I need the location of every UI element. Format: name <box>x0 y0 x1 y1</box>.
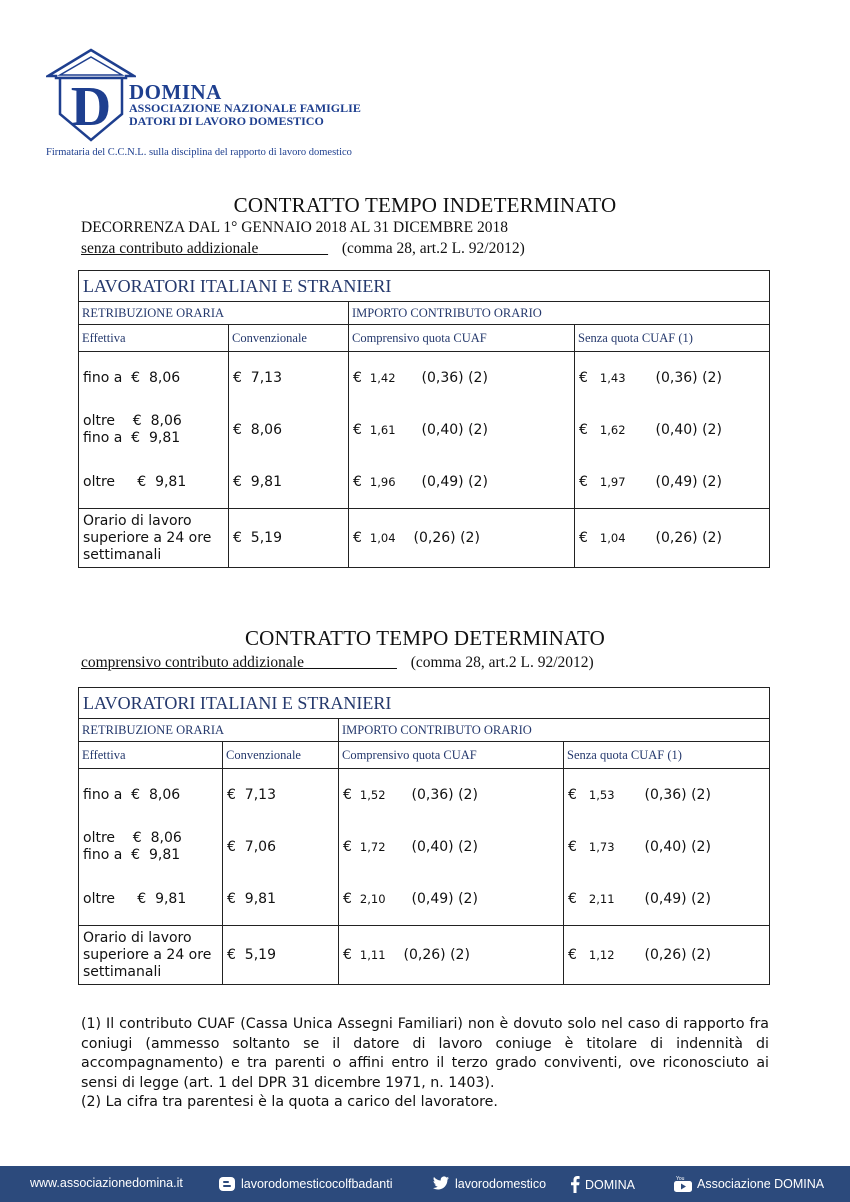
col-effettiva: Effettiva <box>79 325 229 352</box>
comprensivo-cell: € 1,52 (0,36) (2) € 1,72 (0,40) (2) € 2,10 (0,49) (2) <box>339 769 564 926</box>
table-row: fino a € 8,06 <box>83 369 181 386</box>
twitter-icon <box>432 1176 450 1191</box>
senza-cell: € 1,43 (0,36) (2) € 1,62 (0,40) (2) € 1,97 (0,49) (2) <box>575 352 770 509</box>
senza-cell: € 1,53 (0,36) (2) € 1,73 (0,40) (2) € 2,11 (0,49) (2) <box>564 769 770 926</box>
table-row-orario: Orario di lavoro superiore a 24 ore settimanali € 5,19 € 1,11 (0,26) (2) € 1,12 (0,26) (2) <box>79 926 770 985</box>
col-senza: Senza quota CUAF (1) <box>564 742 770 769</box>
table-group-header: LAVORATORI ITALIANI E STRANIERI <box>79 271 770 302</box>
importo-header: IMPORTO CONTRIBUTO ORARIO <box>339 719 770 742</box>
comprensivo-cell: € 1,42 (0,36) (2) € 1,61 (0,40) (2) € 1,96 (0,49) (2) <box>349 352 575 509</box>
effettiva-cell <box>79 769 223 926</box>
effettiva-cell <box>79 352 229 509</box>
col-comprensivo: Comprensivo quota CUAF <box>339 742 564 769</box>
brand-subtitle <box>129 102 361 128</box>
table-determinato <box>78 687 770 985</box>
retribuzione-header: RETRIBUZIONE ORARIA <box>79 302 349 325</box>
footer-twitter-link[interactable]: lavorodomestico <box>432 1176 546 1191</box>
orario-label: Orario di lavoro superiore a 24 ore settimanali <box>79 509 229 568</box>
brand-line-2: DATORI DI LAVORO DOMESTICO <box>129 114 324 128</box>
convenzionale-cell: € 7,13 € 7,06 € 9,81 <box>223 769 339 926</box>
section1-comma: (comma 28, art.2 L. 92/2012) <box>341 240 525 257</box>
brand-name: DOMINA <box>129 80 222 104</box>
table-indeterminato <box>78 270 770 568</box>
logo-letter: D <box>70 76 112 138</box>
section1-contributo: senza contributo addizionale <box>81 240 259 257</box>
table-row-group <box>79 352 770 509</box>
section1-contributo-line <box>81 240 525 258</box>
table-group-header: LAVORATORI ITALIANI E STRANIERI <box>79 688 770 719</box>
brand-tagline: Firmataria del C.C.N.L. sulla disciplina del rapporto di lavoro domestico <box>46 147 352 158</box>
importo-header: IMPORTO CONTRIBUTO ORARIO <box>349 302 770 325</box>
section2-title: CONTRATTO TEMPO DETERMINATO <box>244 626 606 650</box>
brand-line-1: ASSOCIAZIONE NAZIONALE FAMIGLIE <box>129 101 361 115</box>
footer-blog-link[interactable]: lavorodomesticocolfbadanti <box>218 1176 392 1192</box>
footer-bar <box>0 1166 850 1202</box>
footer-website-link[interactable]: www.associazionedomina.it <box>30 1176 183 1190</box>
table-row-group <box>79 769 770 926</box>
svg-text:You: You <box>676 1176 685 1182</box>
col-effettiva: Effettiva <box>79 742 223 769</box>
col-convenzionale: Convenzionale <box>229 325 349 352</box>
table-row: oltre € 8,06 fino a € 9,81 <box>83 830 182 863</box>
col-convenzionale: Convenzionale <box>223 742 339 769</box>
table-row: oltre € 9,81 <box>83 473 187 490</box>
col-comprensivo: Comprensivo quota CUAF <box>349 325 575 352</box>
youtube-icon <box>674 1176 692 1192</box>
section2-contributo-line <box>81 654 594 672</box>
footer-youtube-link[interactable]: You Associazione DOMINA <box>676 1176 825 1191</box>
table-row: oltre € 9,81 <box>83 890 187 907</box>
retribuzione-header: RETRIBUZIONE ORARIA <box>79 719 339 742</box>
note-2: (2) La cifra tra parentesi è la quota a carico del lavoratore. <box>81 1094 498 1110</box>
section2-contributo: comprensivo contributo addizionale <box>81 654 304 671</box>
table-row: oltre € 8,06 fino a € 9,81 <box>83 413 182 446</box>
section2-comma: (comma 28, art.2 L. 92/2012) <box>410 654 594 671</box>
convenzionale-cell: € 7,13 € 8,06 € 9,81 <box>229 352 349 509</box>
section1-title: CONTRATTO TEMPO INDETERMINATO <box>233 193 617 217</box>
blogger-icon <box>218 1176 236 1192</box>
facebook-icon <box>570 1176 580 1193</box>
domina-logo <box>46 48 136 144</box>
footnotes <box>81 1015 769 1113</box>
note-1: (1) Il contributo CUAF (Cassa Unica Assegni Familiari) non è dovuto solo nel caso di rapporto fra coniugi (ammesso soltanto se il datore di lavoro coniuge è titolare di indennità di accompagnamento) e tra parenti o affini entro il terzo grado conviventi, ove riconosciuto ai sensi di legge (art. 1 del DPR 31 dicembre 1971, n. 1403). <box>81 1016 769 1091</box>
table-row-orario: Orario di lavoro superiore a 24 ore settimanali € 5,19 € 1,04 (0,26) (2) € 1,04 (0,26) (2) <box>79 509 770 568</box>
footer-facebook-link[interactable]: DOMINA <box>570 1176 635 1193</box>
table-row: fino a € 8,06 <box>83 786 181 803</box>
section1-decorrenza: DECORRENZA DAL 1° GENNAIO 2018 AL 31 DICEMBRE 2018 <box>81 219 508 236</box>
col-senza: Senza quota CUAF (1) <box>575 325 770 352</box>
orario-label: Orario di lavoro superiore a 24 ore settimanali <box>79 926 223 985</box>
